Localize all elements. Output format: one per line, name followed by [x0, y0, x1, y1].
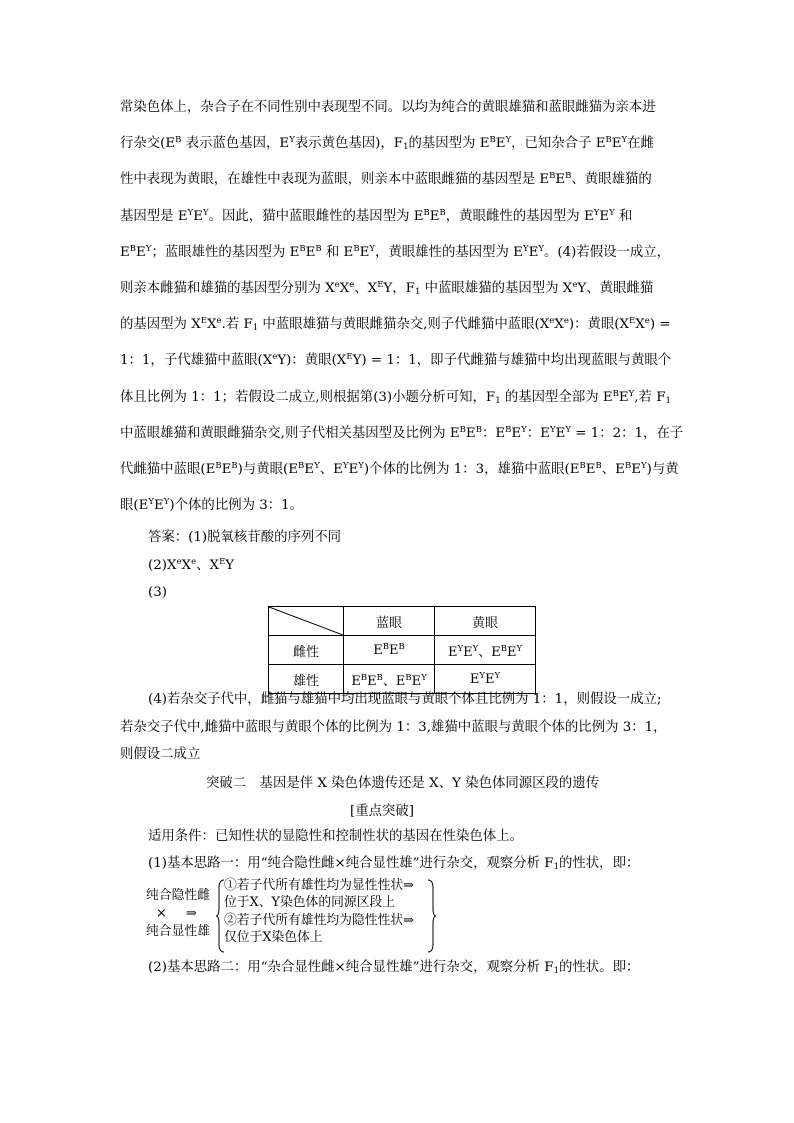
outcome-2: ②若子代所有雄性均为隐性性状⇒: [224, 913, 414, 928]
body-line-12: 眼$(E^YE^Y)$个体的比例为 3：1。: [120, 497, 304, 513]
body-line-11: 代雌猫中蓝眼$(E^BE^B)$与黄眼($E^BE^Y$、$E^YE^Y$)个体的比例为 1：3，雄猫中蓝眼($E^BE^B$、$E^BE^Y$)与黄: [120, 461, 679, 477]
condition-text: 适用条件：已知性状的显隐性和控制性状的基因在性染色体上。: [148, 829, 523, 844]
body-line-2: 行杂交($E^B$ 表示蓝色基因，$E^Y$表示黄色基因)，$F_1$的基因型为 $E^BE^Y$，已知杂合子 $E^BE^Y$在雌: [120, 135, 654, 152]
body-line-8: 1：1，子代雄猫中蓝眼(XeY)：黄眼$(X^EY) = 1$：1，即子代雌猫与雄猫中均出现蓝眼与黄眼个: [120, 352, 672, 368]
answer-1: 答案：(1)脱氧核苷酸的序列不同: [148, 530, 342, 545]
answer-4-line-2: 若杂交子代中,雌猫中蓝眼与黄眼个体的比例为 1：3,雄猫中蓝眼与黄眼个体的比例为 3：1，: [120, 720, 667, 735]
section-title: 突破二 基因是伴 X 染色体遗传还是 X、Y 染色体同源区段的遗传: [206, 776, 600, 791]
row-female: 雌性: [269, 636, 344, 665]
header-blue-eye: 蓝眼: [344, 607, 435, 636]
body-line-1: 常染色体上，杂合子在不同性别中表现型不同。以均为纯合的黄眼雄猫和蓝眼雌猫为亲本进: [120, 100, 656, 115]
outcome-1-conclusion: 位于X、Y染色体的同源区段上: [224, 895, 396, 910]
answer-3-label: (3): [148, 585, 167, 600]
diagonal-line: [269, 607, 343, 635]
row-male: 雄性: [269, 665, 344, 694]
genotype-table: [268, 606, 536, 694]
body-line-5: $E^BE^Y$；蓝眼雄性的基因型为 $E^BE^B$ 和 $E^BE^Y$，黄眼雄性的基因型为 $E^YE^Y$。(4)若假设一成立，: [120, 244, 671, 260]
answer-4-line-3: 则假设二成立: [120, 747, 201, 762]
cell-female-blue: $E^BE^B$: [344, 636, 435, 665]
outcome-2-conclusion: 仅位于X染色体上: [224, 930, 323, 945]
body-line-6: 则亲本雌猫和雄猫的基因型分别为 XeXe、$X^EY$，$F_1$ 中蓝眼雄猫的基因型为 XeY、黄眼雌猫: [120, 280, 654, 297]
left-parent-female: 纯合隐性雌: [146, 888, 210, 903]
cross-symbol: ×: [156, 906, 167, 921]
left-parent-male: 纯合显性雄: [146, 924, 210, 939]
body-line-4: 基因型是 $E^YE^Y$。因此，猫中蓝眼雌性的基因型为 $E^BE^B$，黄眼雌性的基因型为 $E^YE^Y$ 和: [120, 208, 633, 224]
cross-diagram: [146, 878, 446, 954]
cell-male-yellow: $E^YE^Y$: [435, 665, 536, 694]
result-arrow: ⇒: [186, 906, 197, 921]
answer-2: (2)XeXe、$X^EY$: [148, 557, 235, 573]
idea-1: (1)基本思路一：用“纯合隐性雌×纯合显性雄”进行杂交，观察分析 $F_1$的性状，即：: [148, 856, 640, 872]
cell-female-yellow: $E^YE^Y$、$E^BE^Y$: [435, 636, 536, 665]
outcome-1: ①若子代所有雄性均为显性性状⇒: [224, 878, 414, 893]
table-corner-cell: [269, 607, 344, 636]
idea-2: (2)基本思路二：用“杂合显性雌×纯合显性雄”进行杂交，观察分析 $F_1$的性状。即：: [148, 960, 640, 976]
cell-male-blue: $E^BE^B$、$E^BE^Y$: [344, 665, 435, 694]
body-line-9: 体且比例为 1：1；若假设二成立,则根据第(3)小题分析可知，$F_1$ 的基因型全部为 $E^BE^Y$,若 $F_1$: [120, 389, 671, 406]
answer-4-line-1: (4)若杂交子代中，雌猫与雄猫中均出现蓝眼与黄眼个体且比例为 1：1，则假设一成立;: [148, 692, 662, 707]
right-brace: [426, 878, 436, 954]
body-line-10: 中蓝眼雄猫和黄眼雌猫杂交,则子代相关基因型及比例为 $E^BE^B$：$E^BE^Y$：$E^YE^Y = 1$：2：1，在子: [120, 425, 684, 441]
body-line-7: 的基因型为 $X^EXe$.若 $F_1$ 中蓝眼雄猫与黄眼雌猫杂交,则子代雌猫中蓝眼(XeXe)：黄眼$(X^EX^e)$ =: [120, 316, 671, 333]
header-yellow-eye: 黄眼: [435, 607, 536, 636]
body-line-3: 性中表现为黄眼，在雄性中表现为蓝眼，则亲本中蓝眼雌猫的基因型是 $E^BE^B$、黄眼雄猫的: [120, 171, 652, 187]
section-subtitle: [重点突破]: [350, 804, 415, 819]
